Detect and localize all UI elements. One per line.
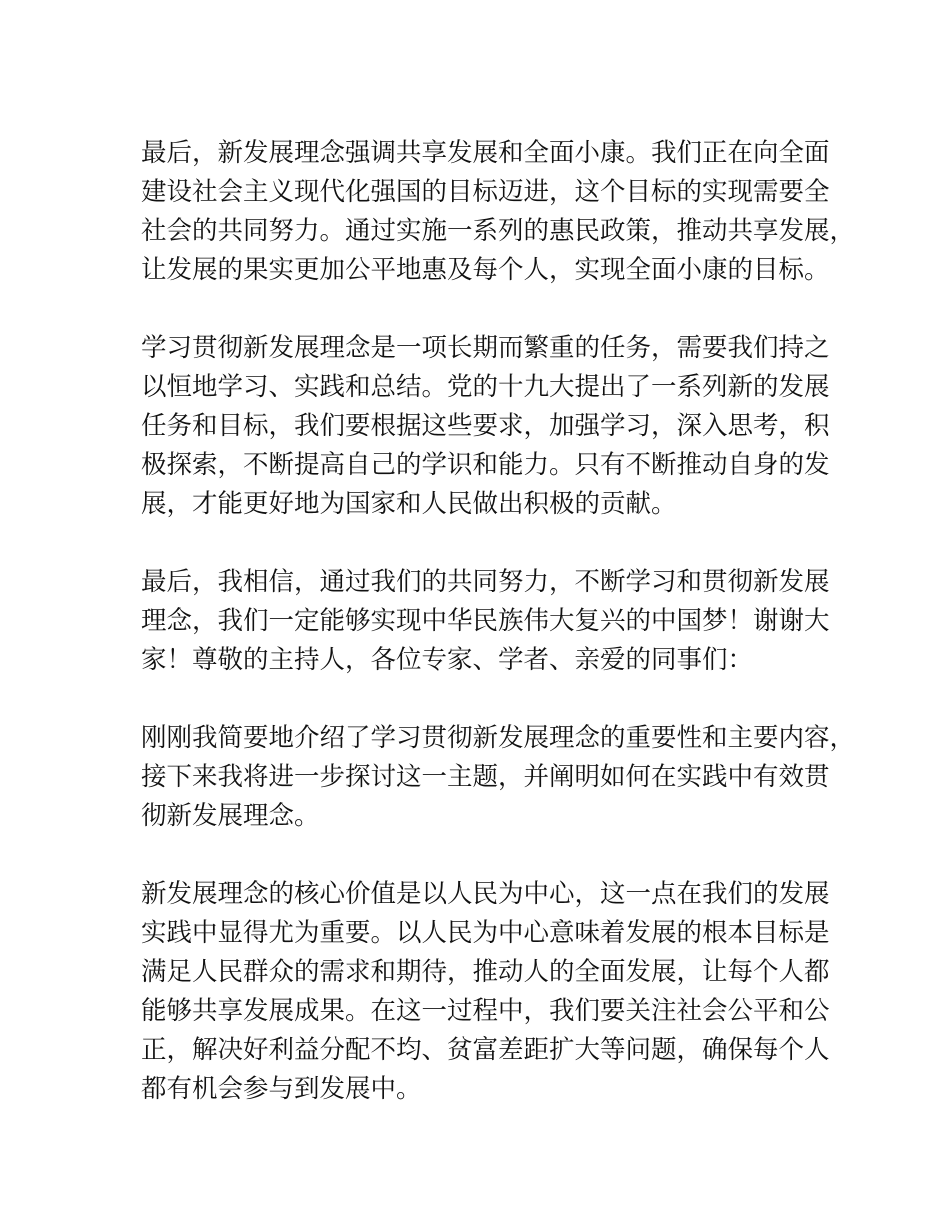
text-line: 理念，我们一定能够实现中华民族伟大复兴的中国梦！谢谢大: [141, 606, 830, 636]
paragraph: [141, 134, 856, 290]
text-line: 满足人民群众的需求和期待，推动人的全面发展，让每个人都: [141, 957, 830, 987]
text-line: 新发展理念的核心价值是以人民为中心，这一点在我们的发展: [141, 879, 830, 909]
paragraph: [141, 329, 830, 524]
text-line: 刚刚我简要地介绍了学习贯彻新发展理念的重要性和主要内容，: [141, 723, 856, 753]
text-line: 家！尊敬的主持人，各位专家、学者、亲爱的同事们：: [141, 645, 754, 675]
text-line: 任务和目标，我们要根据这些要求，加强学习，深入思考，积: [141, 411, 830, 441]
text-line: 最后，新发展理念强调共享发展和全面小康。我们正在向全面: [141, 138, 830, 168]
text-line: 实践中显得尤为重要。以人民为中心意味着发展的根本目标是: [141, 918, 830, 948]
text-line: 能够共享发展成果。在这一过程中，我们要关注社会公平和公: [141, 996, 830, 1026]
text-line: 正，解决好利益分配不均、贫富差距扩大等问题，确保每个人: [141, 1035, 830, 1065]
text-line: 社会的共同努力。通过实施一系列的惠民政策，推动共享发展，: [141, 216, 856, 246]
text-line: 展，才能更好地为国家和人民做出积极的贡献。: [141, 489, 677, 519]
paragraph: [141, 875, 830, 1109]
paragraph: [141, 719, 856, 836]
text-line: 建设社会主义现代化强国的目标迈进，这个目标的实现需要全: [141, 177, 830, 207]
paragraph: [141, 563, 830, 680]
text-line: 学习贯彻新发展理念是一项长期而繁重的任务，需要我们持之: [141, 333, 830, 363]
text-line: 最后，我相信，通过我们的共同努力，不断学习和贯彻新发展: [141, 567, 830, 597]
text-line: 极探索，不断提高自己的学识和能力。只有不断推动自身的发: [141, 450, 830, 480]
text-line: 以恒地学习、实践和总结。党的十九大提出了一系列新的发展: [141, 372, 830, 402]
text-line: 彻新发展理念。: [141, 801, 320, 831]
document-body: [141, 134, 856, 1148]
text-line: 让发展的果实更加公平地惠及每个人，实现全面小康的目标。: [141, 255, 830, 285]
text-line: 都有机会参与到发展中。: [141, 1074, 422, 1104]
text-line: 接下来我将进一步探讨这一主题，并阐明如何在实践中有效贯: [141, 762, 830, 792]
